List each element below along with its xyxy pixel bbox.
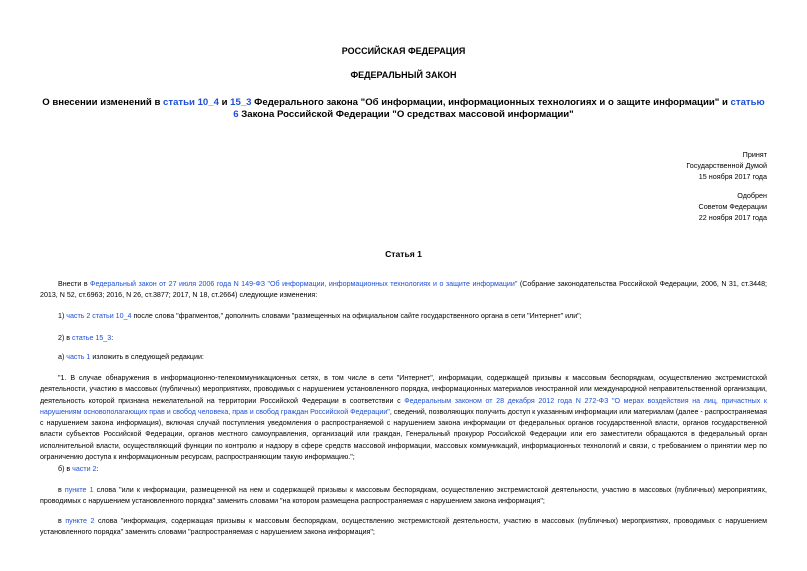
item-2-paragraph bbox=[40, 333, 767, 344]
title-link-article-6[interactable]: статью 6 bbox=[233, 97, 765, 120]
item-1-text-2: после слова "фрагментов," дополнить словами "размещенных на официальном сайте государственного органа в сети "Интернет" или"; bbox=[131, 312, 582, 320]
quote-text-1: "1. В случае обнаружения в информационно-телекоммуникационных сетях, в том числе в сети "Интернет", информации, содержащей призывы к массовым беспорядкам, осуществлению экстремистской деятельности, участию в массовых (публичных) мероприятиях, проводимых с нарушением установленного порядка, информационных материалов иностранной или международной неправительственной организации, деятельность которой признана нежелательной на территории Российской Федерации в соответствии с bbox=[40, 374, 767, 405]
item-2b1-link[interactable]: пункте 1 bbox=[64, 486, 94, 494]
adopted-block bbox=[527, 149, 767, 182]
item-2b-point-1 bbox=[40, 485, 767, 508]
item-2b-link[interactable]: части 2 bbox=[72, 465, 97, 473]
quoted-new-text bbox=[40, 373, 767, 463]
intro-law-link[interactable]: Федеральный закон от 27 июля 2006 года N 149-ФЗ "Об информации, информационных технологиях и о защите информации" bbox=[90, 280, 518, 288]
approved-line-3: 22 ноября 2017 года bbox=[698, 213, 767, 222]
approved-line-1: Одобрен bbox=[737, 191, 767, 200]
intro-text-2: (Собрание законодательства Российской Федерации, 2006, N 31, ст.3448; 2013, N 52, ст.6963; 2016, N 26, ст.3877; 2017, N 18, ст.2664) следующие изменения: bbox=[40, 280, 767, 300]
approved-line-2: Советом Федерации bbox=[698, 202, 767, 211]
item-1-text-1: 1) bbox=[58, 312, 67, 320]
item-2b-text-2: : bbox=[96, 465, 99, 473]
quote-law-link[interactable]: Федеральным законом от 28 декабря 2012 года N 272-ФЗ "О мерах воздействия на лиц, причастных к нарушениям основополагающих прав и свобод человека, прав и свобод граждан Российской Федерации" bbox=[40, 396, 767, 416]
title-text-5: Закона Российской Федерации "О средствах массовой информации" bbox=[238, 109, 574, 120]
item-2a-paragraph bbox=[40, 352, 767, 363]
item-2b1-text-2: слова "или к информации, размещенной на нем и содержащей призывы к массовым беспорядкам, осуществлению экстремистской деятельности, участию в массовых (публичных) мероприятиях, проводимых с нарушением установленного порядка" заменить словами "на котором размещена распространяемая с нарушением закона информация"; bbox=[40, 486, 767, 506]
item-2b-point-2 bbox=[40, 516, 767, 539]
quote-text-2: , сведений, позволяющих получить доступ к указанным информации или материалам (далее - распространяемая с нарушением закона информация), включая случай поступления уведомления о распространяемой с нарушением закона информации от федеральных органов государственной власти, органов государственной власти субъектов Российской Федерации, органов местного самоуправления, организаций или граждан, Генеральный прокурор Российской Федерации или его заместители обращаются в федеральный орган исполнительной власти, осуществляющий функции по контролю и надзору в сфере средств массовой информации, массовых коммуникаций, информационных технологий и связи, с требованием о принятии мер по ограничению доступа к информационным ресурсам, распространяющим такую информацию."; bbox=[40, 407, 767, 462]
title-text-3: Федерального закона "Об информации, информационных технологиях и о защите информации" bbox=[251, 97, 720, 108]
item-2-link[interactable]: статье 15_3 bbox=[72, 334, 112, 342]
intro-text-1: Внести в bbox=[58, 280, 91, 288]
item-2b2-text-2: слова "информация, содержащая призывы к массовым беспорядкам, осуществлению экстремистской деятельности, участию в массовых (публичных) мероприятиях, проводимых с нарушением установленного порядка" заменить словами "распространяемая с нарушением закона информация"; bbox=[40, 517, 767, 537]
adopted-line-1: Принят bbox=[742, 150, 767, 159]
item-2b1-text-1: в bbox=[58, 486, 65, 494]
item-1-link[interactable]: часть 2 статьи 10_4 bbox=[66, 312, 132, 320]
adopted-line-2: Государственной Думой bbox=[686, 161, 767, 170]
item-2-text-2: : bbox=[111, 334, 114, 342]
item-2a-text-2: изложить в следующей редакции: bbox=[90, 353, 204, 361]
item-1-paragraph bbox=[40, 311, 767, 322]
country-heading: РОССИЙСКАЯ ФЕДЕРАЦИЯ bbox=[341, 46, 466, 56]
article-heading: Статья 1 bbox=[385, 249, 422, 259]
item-2a-link[interactable]: часть 1 bbox=[66, 353, 91, 361]
title-text-4: и bbox=[719, 97, 731, 108]
item-2b2-text-1: в bbox=[58, 517, 66, 525]
title-link-15-3[interactable]: 15_3 bbox=[230, 97, 252, 108]
item-2b2-link[interactable]: пункте 2 bbox=[65, 517, 95, 525]
title-text-1: О внесении изменений в bbox=[42, 97, 164, 108]
item-2-text-1: 2) в bbox=[58, 334, 73, 342]
approved-block bbox=[527, 190, 767, 223]
title-link-articles-10-4[interactable]: статьи 10_4 bbox=[163, 97, 219, 108]
item-2a-text-1: а) bbox=[58, 353, 67, 361]
title-text-2: и bbox=[218, 97, 231, 108]
adopted-line-3: 15 ноября 2017 года bbox=[698, 172, 767, 181]
law-type-heading: ФЕДЕРАЛЬНЫЙ ЗАКОН bbox=[350, 70, 457, 80]
item-2b-text-1: б) в bbox=[58, 465, 73, 473]
item-2b-paragraph bbox=[40, 464, 767, 475]
law-title bbox=[40, 97, 767, 121]
intro-paragraph bbox=[40, 279, 767, 302]
